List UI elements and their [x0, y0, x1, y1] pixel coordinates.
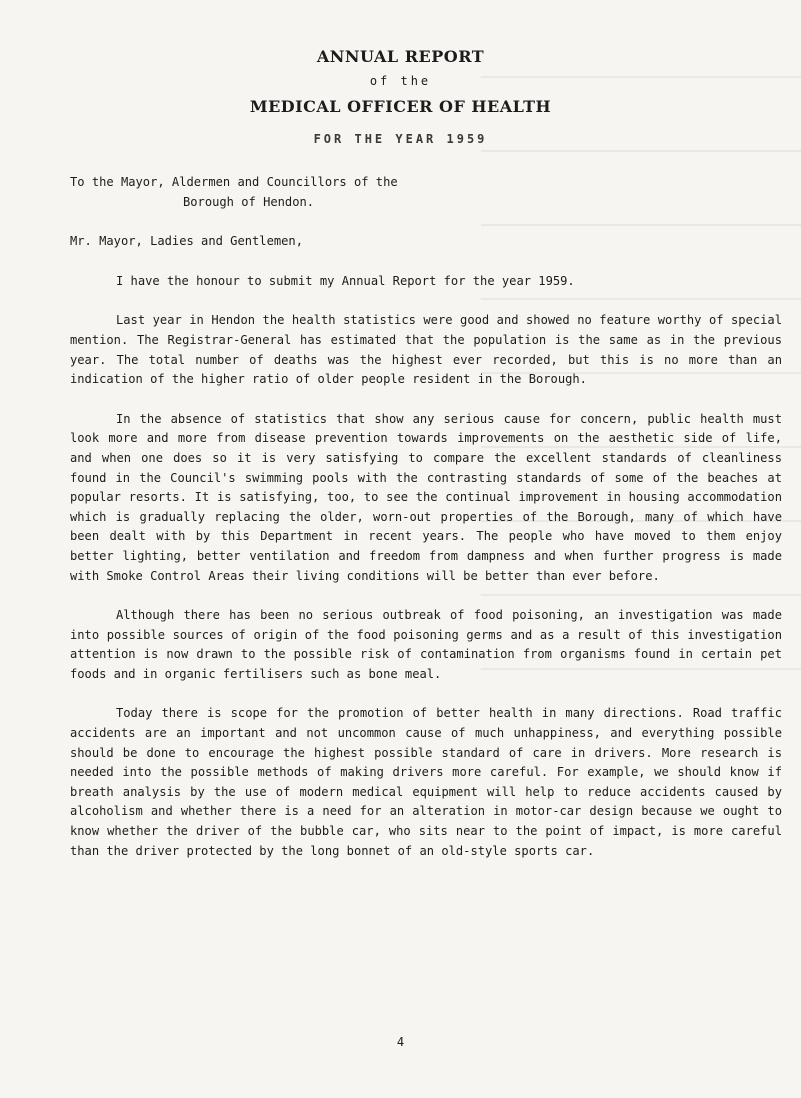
title-of-the: of the	[369, 74, 432, 88]
report-title-block	[0, 46, 801, 148]
paragraph-4: Although there has been no serious outbreak of food poisoning, an investigation was made into possible sources of origin of the food poisoning germs and as a result of this investigation attention is now drawn to the possible risk of contamination from organisms found in certain pet foods and in organic fertilisers such as bone meal.	[70, 608, 782, 681]
paragraph-2: Last year in Hendon the health statistics were good and showed no feature worthy of special mention. The Registrar-General has estimated that the population is the same as in the previous year. The total number of deaths was the highest ever recorded, but this is no more than an indication of the higher ratio of older people resident in the Borough.	[70, 313, 782, 387]
paragraph-1: I have the honour to submit my Annual Report for the year 1959.	[116, 273, 575, 288]
address-line-2: Borough of Hendon.	[183, 194, 315, 209]
letter-body	[70, 173, 782, 861]
title-medical-officer: MEDICAL OFFICER OF HEALTH	[249, 97, 552, 116]
address-line-1: To the Mayor, Aldermen and Councillors of the	[70, 175, 398, 189]
title-annual-report: ANNUAL REPORT	[316, 47, 485, 66]
page-number: 4	[396, 1035, 405, 1049]
paragraph-3: In the absence of statistics that show any serious cause for concern, public health must look more and more from disease prevention towards improvements on the aesthetic side of life, and when one does so it is very satisfying to compare the excellent standards of cleanliness found in the Council's swimming pools with the contrasting standards of some of the beaches at popular resorts. It is satisfying, too, to see the continual improvement in housing accommodation which is gradually replacing the older, worn-out properties of the Borough, many of which have been dealt with by this Department in recent years. The people who have moved to them enjoy better lighting, better ventilation and freedom from dampness and when further progress is made with Smoke Control Areas their living conditions will be better than ever before.	[70, 411, 782, 583]
paragraph-5: Today there is scope for the promotion of better health in many directions. Road traffic accidents are an important and not uncommon cause of much unhappiness, and everything possible should be done to encourage the highest possible standard of care in drivers. More research is needed into the possible methods of making drivers more careful. For example, we should know if breath analysis by the use of modern medical equipment will help to reduce accidents caused by alcoholism and whether there is a need for an alteration in motor-car design because we ought to know whether the driver of the bubble car, who sits near to the point of impact, is more careful than the driver protected by the long bonnet of an old-style sports car.	[70, 706, 782, 858]
salutation: Mr. Mayor, Ladies and Gentlemen,	[70, 234, 303, 249]
address-block	[70, 173, 782, 212]
title-year: FOR THE YEAR 1959	[313, 132, 488, 146]
